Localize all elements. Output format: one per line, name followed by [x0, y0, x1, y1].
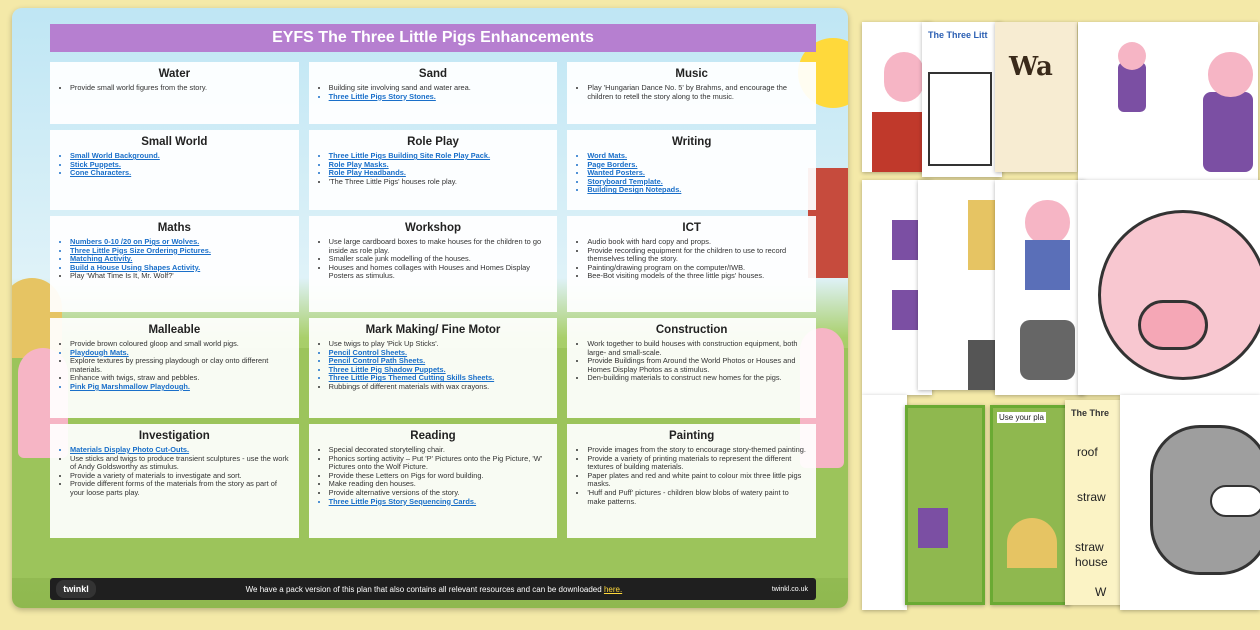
section-heading: ICT [682, 222, 701, 234]
resource-link[interactable]: • Page Borders. [587, 161, 808, 170]
section-reading [309, 424, 558, 538]
section-list [575, 238, 808, 281]
section-sand [309, 62, 558, 124]
section-list [58, 238, 291, 281]
resource-link[interactable]: • Storyboard Template. [587, 178, 808, 187]
activity-item: • Building site involving sand and water area. [329, 84, 550, 93]
section-role-play [309, 130, 558, 210]
activity-item: • Provide brown coloured gloop and small world pigs. [70, 340, 291, 349]
section-list [58, 84, 291, 93]
resource-link[interactable]: • Pencil Control Path Sheets. [329, 357, 550, 366]
activity-item: • Special decorated storytelling chair. [329, 446, 550, 455]
section-list [575, 84, 808, 101]
resource-link[interactable]: • Three Little Pigs Size Ordering Pictures. [70, 247, 291, 256]
section-list [58, 152, 291, 178]
activity-item: • 'Huff and Puff' pictures - children blow blobs of watery paint to make patterns. [587, 489, 808, 506]
section-list [575, 340, 808, 383]
word-straw: straw [1077, 490, 1106, 504]
section-list [317, 446, 550, 506]
section-small-world [50, 130, 299, 210]
section-water [50, 62, 299, 124]
use-your-text: Use your pla [999, 413, 1044, 422]
activity-item: • Use sticks and twigs to produce transient sculptures - use the work of Andy Goldsworthy as stimulus. [70, 455, 291, 472]
section-mark-making-fine-motor [309, 318, 558, 418]
activity-item: • Use large cardboard boxes to make houses for the children to go inside as role play. [329, 238, 550, 255]
resource-link[interactable]: • Three Little Pig Shadow Puppets. [329, 366, 550, 375]
resource-thumb-worksheet [922, 22, 1002, 177]
footer-bar [50, 578, 816, 600]
footer-message: We have a pack version of this plan that also contains all relevant resources and can be downloaded [245, 584, 602, 594]
twinkl-logo: twinkl [56, 580, 96, 598]
site-url: twinkl.co.uk [771, 585, 808, 593]
activity-item: • 'The Three Little Pigs' houses role play. [329, 178, 550, 187]
activity-item: • Provide small world figures from the story. [70, 84, 291, 93]
section-music [567, 62, 816, 124]
section-list [575, 152, 808, 195]
word-roof: roof [1077, 445, 1098, 459]
resource-link[interactable]: • Wanted Posters. [587, 169, 808, 178]
section-workshop [309, 216, 558, 312]
resource-thumb-pig-mask [1078, 180, 1260, 395]
word-straw-2: straw [1075, 540, 1104, 554]
section-list [317, 238, 550, 281]
resource-link[interactable]: • Building Design Notepads. [587, 186, 808, 195]
activity-item: • Rubbings of different materials with wax crayons. [329, 383, 550, 392]
resource-thumb-wolf-mask [1120, 395, 1260, 610]
activity-item: • Provide different forms of the materials from the story as part of your loose parts play. [70, 480, 291, 497]
activity-item: • Den-building materials to construct new homes for the pigs. [587, 374, 808, 383]
activity-item: • Smaller scale junk modelling of the houses. [329, 255, 550, 264]
section-maths [50, 216, 299, 312]
resource-link[interactable]: • Pink Pig Marshmallow Playdough. [70, 383, 291, 392]
section-heading: Writing [671, 136, 712, 148]
section-investigation [50, 424, 299, 538]
resource-thumb-pig-wolf [995, 180, 1085, 395]
activity-item: • Enhance with twigs, straw and pebbles. [70, 374, 291, 383]
activity-item: • Provide a variety of materials to investigate and sort. [70, 472, 291, 481]
section-painting [567, 424, 816, 538]
footer-text [96, 585, 772, 594]
section-list [317, 84, 550, 101]
activity-item: • Use twigs to play 'Pick Up Sticks'. [329, 340, 550, 349]
resource-thumb-forest2 [990, 405, 1070, 605]
activity-item: • Phonics sorting activity – Put 'P' Pictures onto the Pig Picture, 'W' Pictures onto the Wolf Picture. [329, 455, 550, 472]
section-writing [567, 130, 816, 210]
section-construction [567, 318, 816, 418]
section-heading: Investigation [138, 430, 210, 442]
resource-link[interactable]: • Word Mats. [587, 152, 808, 161]
thumb-title: The Three Litt [928, 30, 988, 40]
resource-thumb-trace [862, 395, 907, 610]
activity-item: • Provide alternative versions of the story. [329, 489, 550, 498]
resource-link[interactable]: • Numbers 0-10 /20 on Pigs or Wolves. [70, 238, 291, 247]
section-list [575, 446, 808, 506]
section-heading: Small World [141, 136, 208, 148]
plan-document [12, 8, 848, 608]
resource-link[interactable]: • Build a House Using Shapes Activity. [70, 264, 291, 273]
activity-item: • Provide Buildings from Around the World Photos or Houses and Homes Display Photos as a stimulus. [587, 357, 808, 374]
section-list [58, 340, 291, 392]
resource-link[interactable]: • Three Little Pigs Story Sequencing Cards. [329, 498, 550, 507]
wanted-text: Wa [1009, 52, 1053, 82]
section-heading: Sand [418, 68, 448, 80]
activity-item: • Provide a variety of printing materials to represent the different textures of building materials. [587, 455, 808, 472]
section-list [317, 340, 550, 392]
section-list [58, 446, 291, 498]
resource-thumb-wordcard [1065, 400, 1125, 605]
resource-link[interactable]: • Materials Display Photo Cut-Outs. [70, 446, 291, 455]
resource-link[interactable]: • Three Little Pigs Themed Cutting Skills Sheets. [329, 374, 550, 383]
activity-item: • Painting/drawing program on the computer/IWB. [587, 264, 808, 273]
activity-item: • Provide these Letters on Pigs for word building. [329, 472, 550, 481]
word-house: house [1075, 555, 1108, 569]
section-heading: Painting [668, 430, 715, 442]
activity-item: • Work together to build houses with construction equipment, both large- and small-scale. [587, 340, 808, 357]
section-heading: Maths [157, 222, 191, 234]
thumb-three-text: The Thre [1071, 408, 1110, 418]
section-heading: Role Play [407, 136, 459, 148]
resource-thumb-forest1 [905, 405, 985, 605]
activity-item: • Audio book with hard copy and props. [587, 238, 808, 247]
section-ict [567, 216, 816, 312]
activity-item: • Play 'Hungarian Dance No. 5' by Brahms, and encourage the children to retell the story along to the music. [587, 84, 808, 101]
activity-item: • Provide recording equipment for the children to use to record themselves telling the story. [587, 247, 808, 264]
word-w: W [1095, 585, 1107, 599]
sections-grid [50, 62, 816, 572]
resource-link[interactable]: • Small World Background. [70, 152, 291, 161]
section-heading: Construction [655, 324, 728, 336]
activity-item: • Provide images from the story to encourage story-themed painting. [587, 446, 808, 455]
resource-link[interactable]: • Stick Puppets. [70, 161, 291, 170]
resource-thumb-wanted [995, 22, 1077, 172]
activity-item: • Bee-Bot visiting models of the three little pigs' houses. [587, 272, 808, 281]
download-link[interactable]: here. [603, 584, 623, 594]
resource-link[interactable]: • Role Play Masks. [329, 161, 550, 170]
activity-item: • Explore textures by pressing playdough or clay onto different materials. [70, 357, 291, 374]
resource-thumb-houses [918, 180, 998, 390]
activity-item: • Houses and homes collages with Houses and Homes Display Posters as stimulus. [329, 264, 550, 281]
section-heading: Music [675, 68, 708, 80]
resource-link[interactable]: • Three Little Pigs Building Site Role Play Pack. [329, 152, 550, 161]
section-heading: Mark Making/ Fine Motor [365, 324, 501, 336]
resource-thumb-pigs [1078, 22, 1258, 182]
resource-link[interactable]: • Cone Characters. [70, 169, 291, 178]
activity-item: • Play 'What Time Is It, Mr. Wolf?' [70, 272, 291, 281]
section-heading: Water [158, 68, 191, 80]
activity-item: • Paper plates and red and white paint to colour mix three little pigs masks. [587, 472, 808, 489]
section-malleable [50, 318, 299, 418]
section-heading: Reading [410, 430, 456, 442]
section-heading: Malleable [148, 324, 201, 336]
resource-link[interactable]: • Matching Activity. [70, 255, 291, 264]
section-heading: Workshop [404, 222, 461, 234]
resource-link[interactable]: • Pencil Control Sheets. [329, 349, 550, 358]
resource-link[interactable]: • Role Play Headbands. [329, 169, 550, 178]
activity-item: • Make reading den houses. [329, 480, 550, 489]
resource-link[interactable]: • Three Little Pigs Story Stones. [329, 93, 550, 102]
section-list [317, 152, 550, 186]
resource-link[interactable]: • Playdough Mats. [70, 349, 291, 358]
plan-title: EYFS The Three Little Pigs Enhancements [50, 24, 816, 52]
